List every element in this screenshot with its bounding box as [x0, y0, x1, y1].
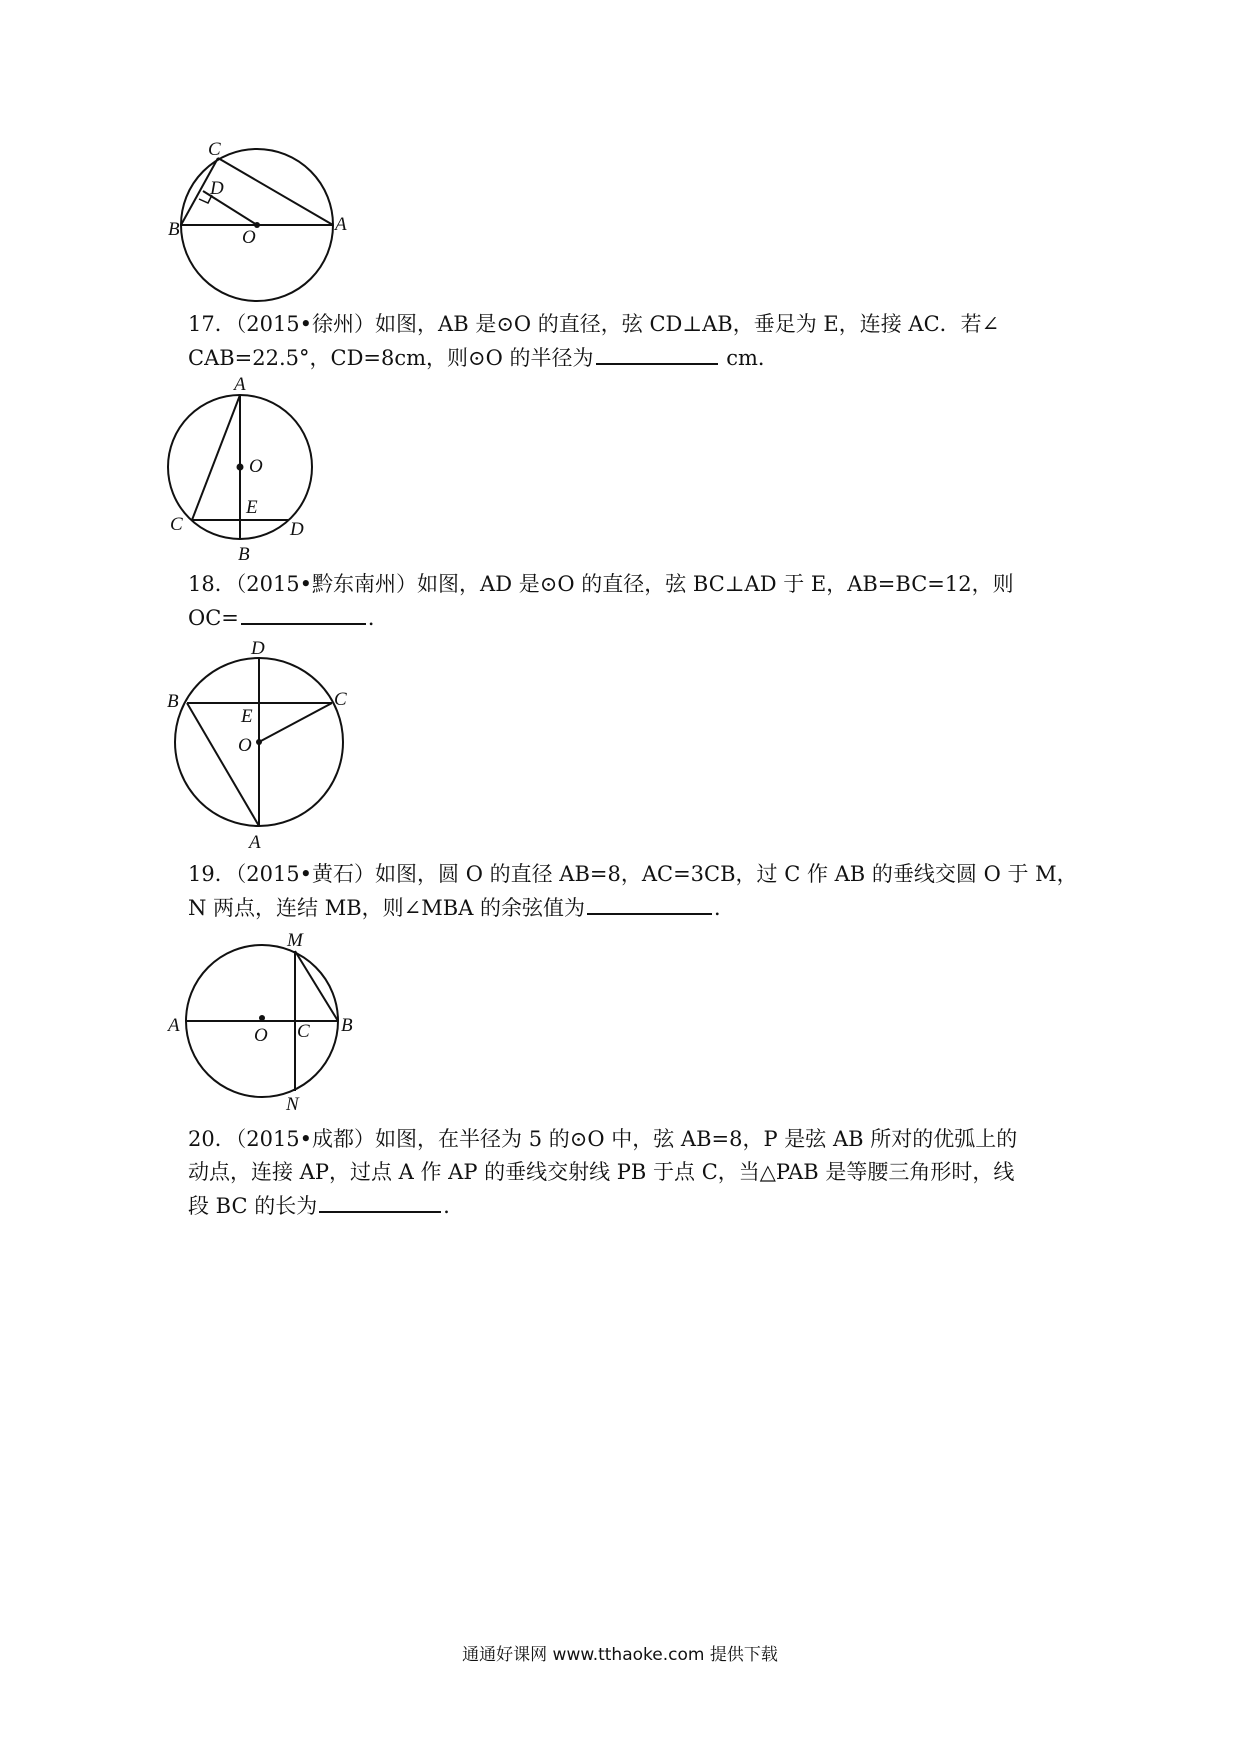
segment-mb [295, 951, 338, 1021]
center-dot [256, 739, 262, 745]
label-c: C [208, 139, 221, 160]
question-20-end: ． [443, 1194, 465, 1218]
figure-17-circle [160, 372, 330, 564]
question-17-line-2 [188, 341, 1068, 375]
chord-ca [218, 158, 333, 225]
question-20-text-before-blank: 段 BC 的长为 [188, 1194, 318, 1218]
figure-19-svg [160, 928, 370, 1114]
figure-18-svg [160, 636, 360, 852]
question-20-line-1: 20．（2015•成都）如图，在半径为 5 的⊙O 中，弦 AB=8，P 是弦 AB 所对的优弧上的 [188, 1127, 1018, 1151]
question-19-line-2 [188, 891, 1068, 925]
figure-16-circle [160, 140, 380, 310]
label-d: D [251, 638, 265, 659]
label-o: O [242, 227, 256, 248]
figure-17-svg [160, 372, 330, 564]
question-18-text-before-blank: OC= [188, 606, 239, 630]
label-d: D [290, 519, 304, 540]
label-e: E [246, 497, 258, 518]
label-c: C [334, 689, 347, 710]
question-19-end: ． [714, 896, 736, 920]
label-m: M [287, 930, 303, 951]
chord-ac [192, 395, 240, 520]
question-17-text-before-blank: CAB=22.5°，CD=8cm，则⊙O 的半径为 [188, 346, 594, 370]
label-b: B [168, 219, 180, 240]
figure-18-circle [160, 636, 360, 852]
question-17 [188, 308, 1068, 375]
question-20-line-2: 动点，连接 AP，过点 A 作 AP 的垂线交射线 PB 于点 C，当△PAB 是等腰三角形时，线 [188, 1160, 1015, 1184]
label-c: C [170, 514, 183, 535]
label-o: O [254, 1025, 268, 1046]
figure-16-svg [160, 140, 380, 310]
label-n: N [286, 1094, 299, 1115]
answer-blank-17 [596, 341, 718, 365]
label-o: O [249, 456, 263, 477]
label-a: A [335, 214, 347, 235]
label-c: C [297, 1021, 310, 1042]
center-dot [259, 1015, 265, 1021]
label-o: O [238, 735, 252, 756]
question-17-line-1: 17．（2015•徐州）如图，AB 是⊙O 的直径，弦 CD⊥AB，垂足为 E，连接 AC．若∠ [188, 312, 1000, 336]
question-20 [188, 1123, 1068, 1223]
question-20-line-3 [188, 1189, 1068, 1223]
label-a: A [249, 832, 261, 853]
page-footer: 通通好课网 www.tthaoke.com 提供下载 [462, 1645, 778, 1665]
question-19 [188, 858, 1078, 925]
label-d: D [210, 178, 224, 199]
answer-blank-20 [319, 1189, 441, 1213]
answer-blank-18 [241, 601, 366, 625]
label-a: A [234, 374, 246, 395]
label-b: B [238, 544, 250, 565]
question-18-line-2 [188, 601, 1068, 635]
segment-oc [259, 703, 332, 742]
question-19-text-before-blank: N 两点，连结 MB，则∠MBA 的余弦值为 [188, 896, 586, 920]
label-e: E [241, 706, 253, 727]
question-18-line-1: 18．（2015•黔东南州）如图，AD 是⊙O 的直径，弦 BC⊥AD 于 E，AB=BC=12，则 [188, 572, 1014, 596]
center-dot [237, 464, 244, 471]
question-17-unit: cm． [719, 346, 779, 370]
question-18 [188, 568, 1068, 635]
answer-blank-19 [587, 891, 712, 915]
label-b: B [167, 691, 179, 712]
figure-19-circle [160, 928, 370, 1114]
label-a: A [168, 1015, 180, 1036]
question-19-line-1: 19．（2015•黄石）如图，圆 O 的直径 AB=8，AC=3CB，过 C 作 AB 的垂线交圆 O 于 M， [188, 862, 1078, 886]
label-b: B [341, 1015, 353, 1036]
question-18-end: ． [367, 606, 389, 630]
